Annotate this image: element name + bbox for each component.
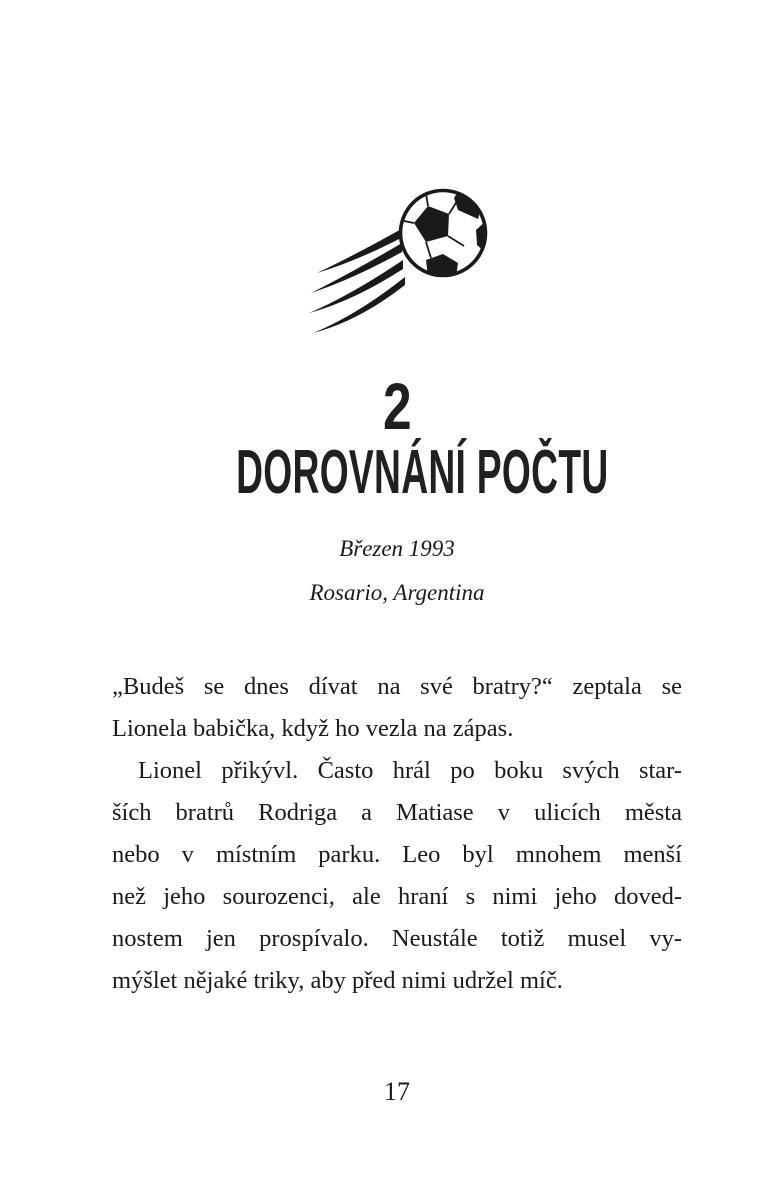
page-number: 17 bbox=[384, 1077, 410, 1106]
dateline-date: Březen 1993 bbox=[339, 536, 455, 561]
body-line: nostem jen prospívalo. Neustále totiž musel vy- bbox=[112, 925, 682, 952]
body-text bbox=[112, 666, 682, 1002]
body-line: než jeho sourozenci, ale hraní s nimi jeho doved- bbox=[112, 883, 682, 910]
chapter-title bbox=[112, 438, 682, 507]
body-line: Lionela babička, když ho vezla na zápas. bbox=[112, 715, 514, 742]
soccer-ball-motion-icon bbox=[305, 165, 495, 340]
motion-lines bbox=[309, 227, 405, 333]
chapter-number-text: 2 bbox=[382, 369, 412, 443]
soccer-ball bbox=[399, 188, 493, 281]
body-line: „Budeš se dnes dívat na své bratry?“ zeptala se bbox=[112, 673, 682, 700]
chapter-title-text: DOROVNÁNÍ POČTU bbox=[236, 438, 609, 507]
chapter-number bbox=[112, 369, 682, 443]
body-line: Lionel přikývl. Často hrál po boku svých star- bbox=[138, 757, 682, 784]
body-line: ších bratrů Rodriga a Matiase v ulicích města bbox=[112, 799, 682, 826]
body-line: mýšlet nějaké triky, aby před nimi udržel míč. bbox=[112, 967, 563, 994]
dateline-place: Rosario, Argentina bbox=[309, 580, 485, 605]
body-line: nebo v místním parku. Leo byl mnohem menší bbox=[112, 841, 682, 868]
